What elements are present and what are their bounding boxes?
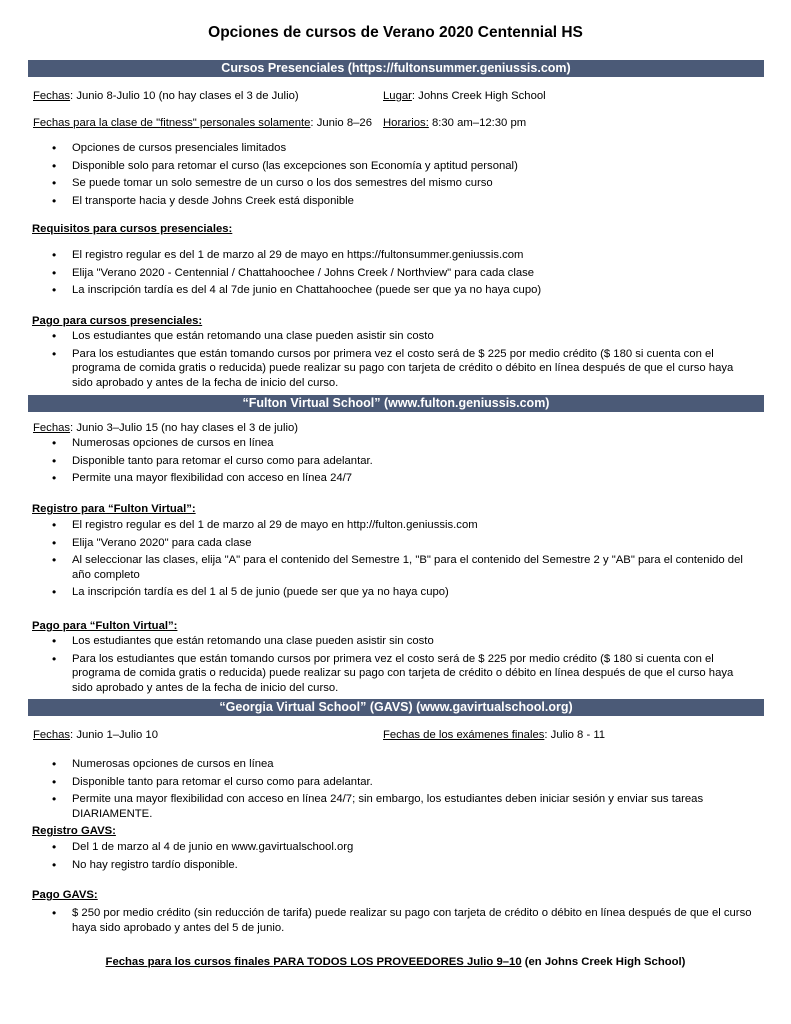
s3-examenes-value: : Julio 8 - 11 xyxy=(544,729,606,741)
s2-registro-heading: Registro para “Fulton Virtual”: xyxy=(32,503,196,515)
s1-horarios-label: Horarios: xyxy=(383,117,429,129)
list-item: • Los estudiantes que están retomando una clase pueden asistir sin costo xyxy=(52,329,752,344)
s2-fechas-line xyxy=(33,421,298,435)
s3-fechas-label: Fechas xyxy=(33,729,71,741)
s3-examenes-label: Fechas de los exámenes finales xyxy=(383,729,545,741)
list-item: • $ 250 por medio crédito (sin reducción de tarifa) puede realizar su pago con tarjeta de crédito o débito en línea después de que el curso haya sido aprobado y antes del 5 de junio. xyxy=(52,906,752,935)
s1-fitness-label: Fechas para la clase de "fitness" personales solamente xyxy=(33,117,311,129)
s3-fechas-line xyxy=(33,728,158,742)
list-item: • El transporte hacia y desde Johns Creek está disponible xyxy=(52,194,752,209)
page-title: Opciones de cursos de Verano 2020 Centennial HS xyxy=(208,24,583,41)
s2-pago-list xyxy=(52,634,752,698)
s2-pago-heading: Pago para “Fulton Virtual”: xyxy=(32,620,178,632)
s3-examenes-line xyxy=(383,728,605,742)
list-item: • Numerosas opciones de cursos en línea xyxy=(52,436,752,451)
s1-horarios-line xyxy=(383,116,526,130)
section-bar-presenciales: Cursos Presenciales (https://fultonsummer.geniussis.com) xyxy=(28,60,764,77)
s3-bullet-list xyxy=(52,757,752,824)
s1-fitness-value: : Junio 8–26 xyxy=(310,117,372,129)
list-item: • Elija "Verano 2020 - Centennial / Chattahoochee / Johns Creek / Northview" para cada clase xyxy=(52,266,752,281)
list-item: • Al seleccionar las clases, elija "A" para el contenido del Semestre 1, "B" para el contenido del Semestre 2 y "AB" para el contenido del año completo xyxy=(52,553,752,582)
list-item: • Permite una mayor flexibilidad con acceso en línea 24/7; sin embargo, los estudiantes deben iniciar sesión y enviar sus tareas DIARIAMENTE. xyxy=(52,792,752,821)
s3-pago-list xyxy=(52,906,752,938)
s3-registro-list xyxy=(52,840,752,875)
list-item: • Para los estudiantes que están tomando cursos por primera vez el costo será de $ 225 por medio crédito ($ 180 si cuenta con el programa de comida gratis o reducida) puede realizar su pago con tarjeta de crédito o débito en línea después de que el curso haya sido aprobado y antes de la fecha de inicio del curso. xyxy=(52,347,752,391)
list-item: • Los estudiantes que están retomando una clase pueden asistir sin costo xyxy=(52,634,752,649)
s1-fitness-line xyxy=(33,116,372,130)
section-bar-gavs: “Georgia Virtual School” (GAVS) (www.gavirtualschool.org) xyxy=(28,699,764,716)
s1-lugar-line xyxy=(383,89,546,103)
s1-lugar-value: : Johns Creek High School xyxy=(411,90,546,102)
s2-fechas-value: : Junio 3–Julio 15 (no hay clases el 3 de julio) xyxy=(70,422,299,434)
s1-fechas-line xyxy=(33,89,299,103)
s1-pago-heading: Pago para cursos presenciales: xyxy=(32,315,203,327)
list-item: • Permite una mayor flexibilidad con acceso en línea 24/7 xyxy=(52,471,752,486)
s1-fechas-label: Fechas xyxy=(33,90,71,102)
list-item: • No hay registro tardío disponible. xyxy=(52,858,752,873)
s3-pago-heading: Pago GAVS: xyxy=(32,889,98,901)
s3-registro-heading: Registro GAVS: xyxy=(32,825,116,837)
s2-bullet-list xyxy=(52,436,752,489)
footer-part-4: (en Johns Creek High School) xyxy=(521,956,686,968)
s1-requisitos-heading: Requisitos para cursos presenciales: xyxy=(32,223,233,235)
s2-registro-list xyxy=(52,518,752,603)
list-item: • Numerosas opciones de cursos en línea xyxy=(52,757,752,772)
list-item: • Del 1 de marzo al 4 de junio en www.gavirtualschool.org xyxy=(52,840,752,855)
s1-lugar-label: Lugar xyxy=(383,90,412,102)
list-item: • Disponible tanto para retomar el curso como para adelantar. xyxy=(52,454,752,469)
footer-part-3: Julio 9–10 xyxy=(463,956,522,968)
list-item: • Se puede tomar un solo semestre de un curso o los dos semestres del mismo curso xyxy=(52,176,752,191)
list-item: • Elija "Verano 2020" para cada clase xyxy=(52,536,752,551)
section-bar-fulton-virtual: “Fulton Virtual School” (www.fulton.geniussis.com) xyxy=(28,395,764,412)
list-item: • Para los estudiantes que están tomando cursos por primera vez el costo será de $ 225 por medio crédito ($ 180 si cuenta con el programa de comida gratis o reducida) puede realizar su pago con tarjeta de crédito o débito en línea después de que el curso haya sido aprobado y antes de la fecha de inicio del curso. xyxy=(52,652,752,696)
list-item: • La inscripción tardía es del 1 al 5 de junio (puede ser que ya no haya cupo) xyxy=(52,585,752,600)
s1-requisitos-list xyxy=(52,248,752,301)
list-item: • El registro regular es del 1 de marzo al 29 de mayo en https://fultonsummer.geniussis.com xyxy=(52,248,752,263)
footer-note xyxy=(0,956,791,968)
footer-part-1: Fechas para los cursos finales xyxy=(105,956,274,968)
s2-fechas-label: Fechas xyxy=(33,422,71,434)
footer-part-2: PARA TODOS LOS PROVEEDORES xyxy=(273,956,464,968)
list-item: • La inscripción tardía es del 4 al 7de junio en Chattahoochee (puede ser que ya no haya cupo) xyxy=(52,283,752,298)
list-item: • Opciones de cursos presenciales limitados xyxy=(52,141,752,156)
s3-fechas-value: : Junio 1–Julio 10 xyxy=(70,729,158,741)
s1-bullet-list xyxy=(52,141,752,211)
list-item: • El registro regular es del 1 de marzo al 29 de mayo en http://fulton.geniussis.com xyxy=(52,518,752,533)
list-item: • Disponible solo para retomar el curso (las excepciones son Economía y aptitud personal) xyxy=(52,159,752,174)
list-item: • Disponible tanto para retomar el curso como para adelantar. xyxy=(52,775,752,790)
s1-horarios-value: 8:30 am–12:30 pm xyxy=(428,117,527,129)
s1-pago-list xyxy=(52,329,752,393)
s1-fechas-value: : Junio 8-Julio 10 (no hay clases el 3 de Julio) xyxy=(70,90,299,102)
